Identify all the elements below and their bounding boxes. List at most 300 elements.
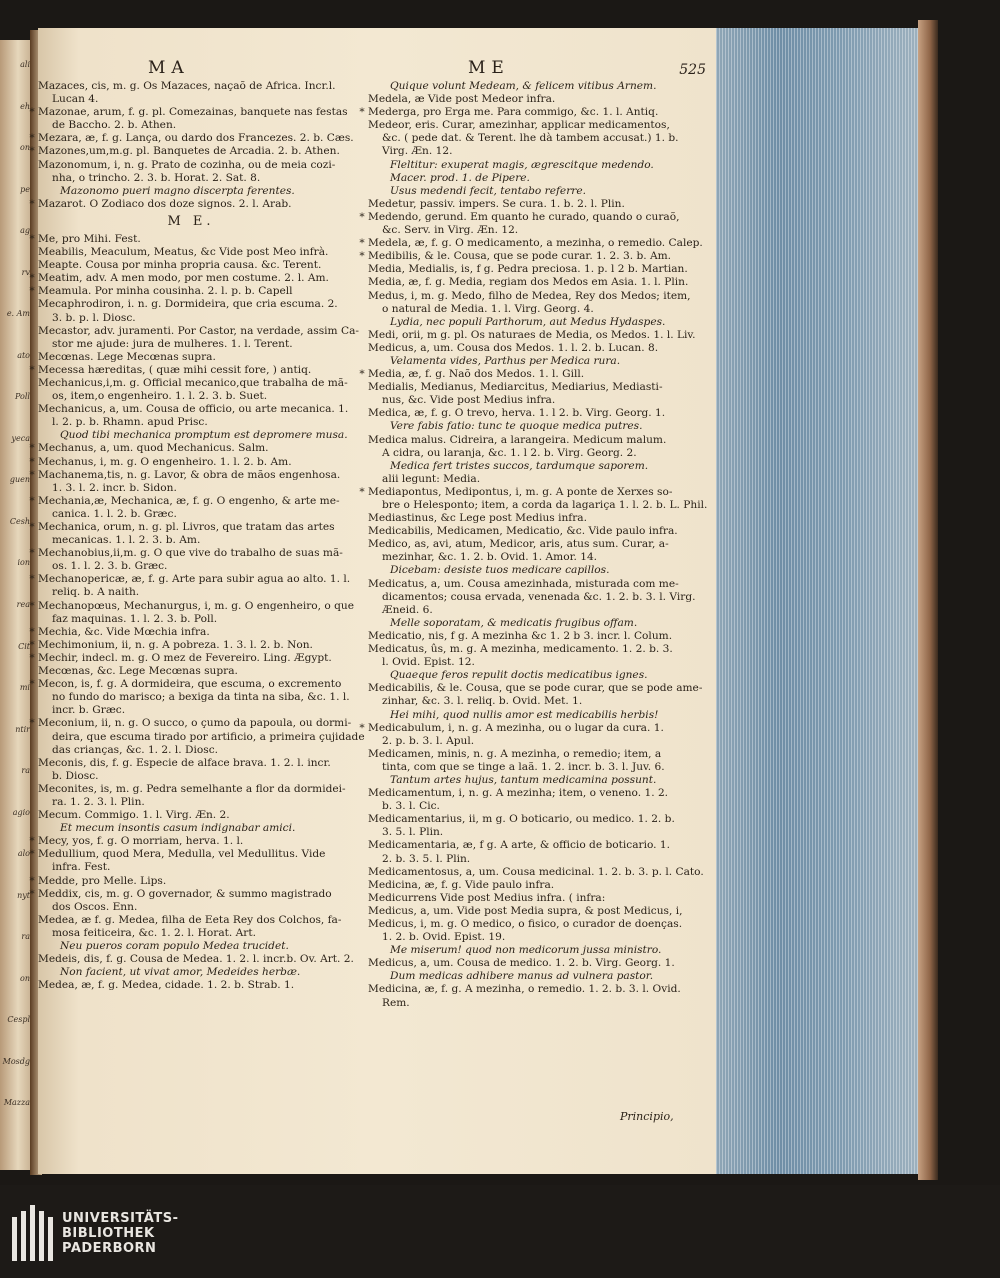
- entry-line: [356, 826, 716, 839]
- entry-text: infra. Fest.: [52, 861, 111, 874]
- entry-text: mosa feiticeira, &c. 1. 2. l. Horat. Art.: [52, 926, 256, 939]
- margin-fragment: Poll: [15, 392, 30, 402]
- entry-line: [356, 447, 716, 460]
- entry-line: [356, 303, 716, 316]
- entry-line: [38, 93, 344, 106]
- entry-line: [38, 744, 344, 757]
- entry-line: [356, 106, 716, 119]
- entry-text: Medde, pro Melle. Lips.: [38, 874, 167, 887]
- entry-line: [29, 547, 344, 560]
- asterisk-marker: *: [29, 625, 35, 638]
- asterisk-marker: *: [359, 368, 365, 381]
- section-heading: [38, 211, 344, 233]
- margin-fragment: rea: [16, 600, 30, 609]
- entry-line: [38, 704, 344, 717]
- margin-fragment: yeca: [11, 433, 30, 443]
- quotation-line: [356, 709, 716, 722]
- asterisk-marker: *: [359, 250, 365, 263]
- entry-text: Medeis, dis, f. g. Cousa de Medea. 1. 2. l. incr.b. Ov. Art. 2.: [38, 953, 354, 966]
- entry-text: tinta, com que se tinge a laã. 1. 2. incr. b. 3. l. Juv. 6.: [382, 760, 665, 773]
- entry-line: [38, 338, 344, 351]
- entry-line: [38, 901, 344, 914]
- entry-text: Medus, i, m. g. Medo, filho de Medea, Rey dos Medos; item,: [368, 289, 691, 302]
- quotation-line: [356, 185, 716, 198]
- entry-text: Medica, æ, f. g. O trevo, herva. 1. l 2. b. Virg. Georg. 1.: [368, 407, 666, 420]
- entry-text: Æneid. 6.: [382, 603, 433, 616]
- entry-text: 2. b. 3. 5. l. Plin.: [382, 852, 471, 865]
- entry-line: [356, 250, 716, 263]
- entry-line: [38, 560, 344, 573]
- entry-text: Medicamentaria, æ, f g. A arte, & officio de boticario. 1.: [368, 839, 671, 852]
- page-number: 525: [679, 62, 706, 78]
- entry-text: Medica malus. Cidreira, a larangeira. Medicum malum.: [368, 433, 667, 446]
- entry-line: [356, 132, 716, 145]
- entry-text: Medicina, æ, f. g. A mezinha, o remedio. 1. 2. b. 3. l. Ovid.: [368, 983, 681, 996]
- entry-line: [356, 983, 716, 996]
- entry-text: Medea, æ f. g. Medea, filha de Eeta Rey dos Colchos, fa-: [38, 913, 342, 926]
- asterisk-marker: *: [359, 210, 365, 223]
- asterisk-marker: *: [29, 678, 35, 691]
- quotation-line: [38, 822, 344, 835]
- entry-text: Mazonae, arum, f. g. pl. Comezainas, banquete nas festas: [38, 106, 348, 119]
- entry-text: Medi, orii, m g. pl. Os naturaes de Media, os Medos. 1. l. Liv.: [368, 328, 696, 341]
- entry-line: [29, 197, 344, 211]
- entry-line: [356, 839, 716, 852]
- entry-text: Medialis, Medianus, Mediarcitus, Mediarius, Mediasti-: [368, 381, 663, 394]
- asterisk-marker: *: [29, 363, 35, 376]
- entry-text: Mecœnas, &c. Lege Mecœnas supra.: [38, 665, 238, 678]
- entry-text: Meapte. Cousa por minha propria causa. &c. Terent.: [38, 259, 322, 272]
- entry-text: Macer. prod. 1. de Pipere.: [390, 171, 530, 184]
- entry-line: [356, 892, 716, 905]
- asterisk-marker: *: [29, 455, 35, 468]
- entry-text: Medicatus, ûs, m. g. A mezinha, medicamento. 1. 2. b. 3.: [368, 643, 673, 656]
- entry-text: Mechanobius,ii,m. g. O que vive do trabalho de suas mã-: [38, 547, 343, 560]
- entry-line: [29, 625, 344, 639]
- entry-text: Mecessa hæreditas, ( quæ mihi cessit fore, ) antiq.: [38, 363, 312, 376]
- entry-text: Mazonomo pueri magno discerpta ferentes.: [60, 184, 295, 197]
- entry-text: Medico, as, avi, atum, Medicor, aris, atus sum. Curar, a-: [368, 538, 669, 551]
- entry-text: Mecœnas. Lege Mecœnas supra.: [38, 350, 216, 363]
- entry-text: Mazaces, cis, m. g. Os Mazaces, naçaõ de Africa. Incr.l.: [38, 80, 336, 92]
- quotation-line: [356, 80, 716, 93]
- entry-text: 3. b. p. l. Diosc.: [52, 311, 136, 324]
- entry-text: no fundo do marisco; a bexiga da tinta na siba, &c. 1. l.: [52, 691, 350, 704]
- entry-text: Meconites, is, m. g. Pedra semelhante a flor da dormidei-: [38, 782, 346, 795]
- entry-line: [38, 246, 344, 259]
- entry-text: Mecastor, adv. juramenti. Por Castor, na verdade, assim Ca-: [38, 324, 359, 337]
- entry-line: [38, 298, 344, 311]
- entry-line: [356, 93, 716, 106]
- entry-line: [356, 512, 716, 525]
- entry-line: [38, 953, 354, 966]
- entry-text: Fleltitur: exuperat magis, ægrescitque medendo.: [390, 158, 654, 171]
- entry-text: Medicabulum, i, n. g. A mezinha, ou o lugar da cura. 1.: [368, 721, 664, 734]
- entry-line: [356, 591, 716, 604]
- margin-fragment: ato: [17, 350, 30, 360]
- quotation-line: [356, 316, 716, 329]
- quotation-line: [38, 429, 348, 442]
- asterisk-marker: *: [29, 573, 35, 586]
- entry-text: Medica fert tristes succos, tardumque saporem.: [390, 459, 649, 472]
- entry-line: [38, 482, 344, 495]
- entry-line: [356, 198, 716, 211]
- entry-line: [356, 525, 716, 538]
- entry-line: [356, 630, 716, 643]
- entry-line: [38, 172, 344, 185]
- entry-text: deira, que escuma tirado por artificio, a primeira çujidade: [52, 730, 365, 743]
- margin-fragment: ra: [21, 766, 30, 776]
- entry-text: M E.: [167, 213, 215, 229]
- entry-text: 1. 2. b. Ovid. Epist. 19.: [382, 931, 506, 944]
- quotation-line: [356, 669, 716, 682]
- entry-text: alii legunt: Media.: [382, 472, 481, 485]
- margin-fragment: ag: [20, 226, 30, 236]
- margin-fragment: Cespl: [7, 1015, 30, 1025]
- margin-fragment: guen: [9, 475, 30, 485]
- entry-line: [356, 119, 716, 132]
- quotation-line: [356, 172, 716, 185]
- entry-text: 2. p. b. 3. l. Apul.: [382, 734, 475, 747]
- entry-text: os, item,o engenheiro. 1. l. 2. 3. b. Suet.: [52, 390, 268, 403]
- asterisk-marker: *: [29, 442, 35, 455]
- entry-text: Quaeque feros repulit doctis medicatibus ignes.: [390, 669, 648, 682]
- entry-line: [29, 573, 351, 586]
- entry-line: [38, 119, 344, 132]
- entry-line: [29, 145, 344, 158]
- entry-text: nus, &c. Vide post Medius infra.: [382, 394, 556, 407]
- entry-text: Hei mihi, quod nullis amor est medicabilis herbis!: [390, 708, 659, 721]
- library-name-line: PADERBORN: [62, 1241, 157, 1256]
- margin-fragment: ali: [20, 60, 30, 69]
- entry-line: [38, 376, 348, 390]
- entry-text: de Baccho. 2. b. Athen.: [52, 119, 177, 132]
- entry-line: [29, 887, 344, 901]
- asterisk-marker: *: [29, 468, 35, 481]
- entry-line: [29, 848, 344, 861]
- entry-text: Meconium, ii, n. g. O succo, o çumo da papoula, ou dormi-: [38, 717, 352, 730]
- entry-line: [356, 866, 716, 879]
- entry-line: [38, 159, 344, 172]
- entry-text: Medicabilis, Medicamen, Medicatio, &c. Vide paulo infra.: [368, 525, 678, 538]
- entry-line: [356, 486, 716, 499]
- entry-text: Me, pro Mihi. Fest.: [38, 232, 141, 245]
- margin-fragment: ntir: [15, 724, 30, 734]
- entry-text: Mechanus, i, m. g. O engenheiro. 1. l. 2. b. Am.: [38, 455, 292, 468]
- entry-text: Dum medicas adhibere manus ad vulnera pastor.: [390, 970, 654, 983]
- entry-text: Meamula. Por minha cousinha. 2. l. p. b. Capell: [38, 285, 293, 298]
- entry-text: Melle soporatam, & medicatis frugibus offam.: [390, 616, 638, 629]
- quotation-line: [356, 420, 716, 433]
- entry-text: Medicabilis, & le. Cousa, que se pode curar, que se pode ame-: [368, 682, 703, 695]
- margin-fragment: rv: [21, 267, 30, 277]
- entry-line: [38, 324, 359, 338]
- asterisk-marker: *: [29, 494, 35, 507]
- entry-text: reliq. b. A naith.: [52, 586, 140, 599]
- entry-line: [29, 468, 344, 482]
- dictionary-page: [29, 28, 718, 1174]
- entry-text: Rem.: [382, 996, 410, 1009]
- entry-line: [38, 586, 344, 599]
- entry-line: [38, 390, 344, 403]
- entry-text: Mechanopericæ, æ, f. g. Arte para subir agua ao alto. 1. l.: [38, 573, 351, 586]
- margin-fragment: Mazza: [3, 1098, 30, 1108]
- entry-text: Mecum. Commigo. 1. l. Virg. Æn. 2.: [38, 809, 230, 822]
- left-running-header: MA: [148, 58, 190, 78]
- entry-text: Meabilis, Meaculum, Meatus, &c Vide post Meo infrà.: [38, 246, 329, 259]
- catchword: Principio,: [620, 1110, 674, 1123]
- entry-line: [356, 604, 716, 617]
- entry-text: o natural de Media. 1. l. Virg. Georg. 4.: [382, 302, 594, 315]
- library-logo-icon: [8, 1197, 58, 1267]
- asterisk-marker: *: [29, 848, 35, 861]
- entry-text: Medicus, a, um. Vide post Media supra, & post Medicus, i,: [368, 904, 683, 917]
- entry-text: Mezara, æ, f. g. Lança, ou dardo dos Francezes. 2. b. Cæs.: [38, 132, 354, 145]
- quotation-line: [356, 159, 716, 172]
- entry-text: Vere fabis fatio: tunc te quoque medica putres.: [390, 420, 643, 433]
- library-name-line: UNIVERSITÄTS-: [62, 1211, 179, 1226]
- entry-line: [356, 329, 716, 342]
- entry-text: Medela, æ Vide post Medeor infra.: [368, 93, 556, 106]
- entry-line: [356, 748, 716, 761]
- entry-text: Mechimonium, ii, n. g. A pobreza. 1. 3. l. 2. b. Non.: [38, 638, 313, 651]
- entry-text: Medendo, gerund. Em quanto he curado, quando o curaõ,: [368, 210, 680, 223]
- entry-line: [38, 613, 344, 626]
- entry-line: [38, 665, 344, 678]
- entry-line: [38, 259, 344, 272]
- margin-fragment: Mosdg: [2, 1056, 30, 1066]
- entry-text: Medicamentosus, a, um. Cousa medicinal. 1. 2. b. 3. p. l. Cato.: [368, 865, 704, 878]
- entry-text: l. 2. p. b. Rhamn. apud Prisc.: [52, 416, 208, 429]
- entry-text: das crianças, &c. 1. 2. l. Diosc.: [52, 743, 219, 756]
- right-running-header: ME: [468, 58, 510, 78]
- asterisk-marker: *: [29, 638, 35, 651]
- entry-text: mecanicas. 1. l. 2. 3. b. Am.: [52, 534, 201, 547]
- entry-text: Velamenta vides, Parthus per Medica rura.: [390, 354, 621, 367]
- entry-text: stor me ajude: jura de mulheres. 1. l. Terent.: [52, 337, 293, 350]
- asterisk-marker: *: [359, 721, 365, 734]
- asterisk-marker: *: [29, 285, 35, 298]
- entry-line: [38, 416, 344, 429]
- entry-line: [38, 979, 344, 992]
- entry-text: Mazones,um,m.g. pl. Banquetes de Arcadia. 2. b. Athen.: [38, 145, 340, 158]
- right-column: [356, 80, 716, 1010]
- entry-text: Medicamentarius, ii, m g. O boticario, ou medico. 1. 2. b.: [368, 813, 675, 826]
- entry-line: [38, 691, 350, 704]
- quotation-line: [356, 774, 716, 787]
- entry-line: [356, 853, 716, 866]
- entry-line: [29, 455, 344, 469]
- entry-line: [29, 106, 348, 119]
- entry-line: [29, 599, 355, 613]
- entry-line: [38, 770, 344, 783]
- entry-line: [38, 861, 344, 874]
- entry-text: l. Ovid. Epist. 12.: [382, 656, 475, 669]
- entry-text: dicamentos; cousa ervada, venenada &c. 1. 2. b. 3. l. Virg.: [382, 590, 696, 603]
- entry-line: [356, 394, 716, 407]
- entry-text: Neu pueros coram populo Medea trucidet.: [60, 940, 289, 952]
- entry-line: [38, 534, 344, 547]
- entry-text: Mechanica, orum, n. g. pl. Livros, que tratam das artes: [38, 521, 335, 533]
- entry-text: Mechania,æ, Mechanica, æ, f. g. O engenho, & arte me-: [38, 494, 340, 507]
- asterisk-marker: *: [29, 145, 35, 158]
- asterisk-marker: *: [359, 237, 365, 250]
- entry-text: Medibilis, & le. Cousa, que se pode curar. 1. 2. 3. b. Am.: [368, 250, 672, 263]
- margin-fragment: nyt: [17, 890, 30, 900]
- entry-line: [356, 656, 716, 669]
- entry-line: [29, 285, 344, 298]
- entry-line: [356, 787, 716, 800]
- margin-fragment: pe: [20, 184, 30, 194]
- asterisk-marker: *: [29, 599, 35, 612]
- asterisk-marker: *: [29, 106, 35, 119]
- entry-line: [38, 80, 344, 93]
- asterisk-marker: *: [29, 835, 35, 848]
- entry-line: [356, 931, 716, 944]
- entry-text: b. 3. l. Cic.: [382, 800, 440, 813]
- entry-text: Quod tibi mechanica promptum est depromere musa.: [60, 429, 348, 442]
- asterisk-marker: *: [359, 485, 365, 498]
- entry-line: [356, 407, 716, 420]
- entry-line: [29, 442, 344, 455]
- entry-line: [29, 363, 344, 377]
- entry-text: Machanema,tis, n. g. Lavor, & obra de mãos engenhosa.: [38, 468, 341, 481]
- book-cover-edge: [918, 20, 938, 1180]
- entry-text: bre o Helesponto; item, a corda da lagariça 1. l. 2. b. L. Phil.: [382, 499, 708, 511]
- margin-fragment: mi: [19, 683, 30, 693]
- entry-text: incr. b. Græc.: [52, 704, 126, 717]
- entry-line: [38, 730, 365, 744]
- margin-fragment: on: [20, 973, 30, 983]
- entry-text: Medicus, a, um. Cousa de medico. 1. 2. b. Virg. Georg. 1.: [368, 957, 675, 970]
- entry-line: [356, 997, 716, 1010]
- entry-text: Quique volunt Medeam, & felicem vitibus Arnem.: [390, 80, 657, 92]
- entry-text: Medicamentum, i, n. g. A mezinha; item, o veneno. 1. 2.: [368, 787, 669, 800]
- entry-line: [356, 735, 716, 748]
- entry-text: Medela, æ, f. g. O medicamento, a mezinha, o remedio. Calep.: [368, 237, 703, 250]
- asterisk-marker: *: [359, 106, 365, 119]
- entry-text: Medicamen, minis, n. g. A mezinha, o remedio; item, a: [368, 747, 662, 760]
- entry-line: [29, 678, 344, 691]
- entry-line: [356, 237, 716, 250]
- entry-text: Meatim, adv. A men modo, por men costume. 2. l. Am.: [38, 272, 329, 285]
- entry-text: Mecaphrodiron, i. n. g. Dormideira, que cria escuma. 2.: [38, 298, 338, 311]
- entry-text: Mederga, pro Erga me. Para commigo, &c. 1. l. Antiq.: [368, 106, 659, 119]
- asterisk-marker: *: [29, 547, 35, 560]
- entry-line: [29, 638, 344, 652]
- entry-line: [29, 132, 354, 145]
- entry-text: Mediapontus, Medipontus, i, m. g. A ponte de Xerxes so-: [368, 485, 673, 498]
- entry-line: [29, 272, 344, 285]
- entry-text: Medeor, eris. Curar, amezinhar, applicar medicamentos,: [368, 119, 670, 132]
- entry-line: [356, 722, 716, 735]
- quotation-line: [356, 617, 716, 630]
- entry-text: ra. 1. 2. 3. l. Plin.: [52, 795, 145, 808]
- entry-line: [38, 809, 344, 822]
- margin-fragment: e. Am: [6, 309, 30, 319]
- margin-fragment: agio: [12, 807, 30, 817]
- entry-text: Lydia, nec populi Parthorum, aut Medus Hydaspes.: [390, 315, 666, 328]
- quotation-line: [356, 970, 716, 983]
- entry-text: Et mecum insontis casum indignabar amici.: [60, 822, 296, 835]
- entry-line: [29, 494, 344, 508]
- entry-text: faz maquinas. 1. l. 2. 3. b. Poll.: [52, 612, 218, 625]
- entry-text: Mazonomum, i, n. g. Prato de cozinha, ou de meia cozi-: [38, 158, 336, 171]
- entry-line: [38, 757, 344, 770]
- entry-line: [356, 761, 716, 774]
- entry-text: Medicatus, a, um. Cousa amezinhada, misturada com me-: [368, 577, 679, 590]
- entry-line: [356, 682, 716, 695]
- entry-text: Mechanicus, a, um. Cousa de officio, ou arte mecanica. 1.: [38, 403, 349, 416]
- entry-text: Dicebam: desiste tuos medicare capillos.: [390, 564, 610, 577]
- entry-line: [356, 643, 716, 656]
- entry-line: [29, 232, 344, 246]
- entry-text: 3. 5. l. Plin.: [382, 826, 444, 839]
- entry-text: b. Diosc.: [52, 769, 99, 782]
- quotation-line: [38, 185, 344, 198]
- entry-line: [29, 874, 344, 888]
- entry-line: [356, 473, 716, 486]
- entry-text: Media, æ, f. g. Naõ dos Medos. 1. l. Gill.: [368, 368, 585, 381]
- entry-text: Non facient, ut vivat amor, Medeides herbæ.: [60, 966, 301, 979]
- entry-text: 1. 3. l. 2. incr. b. Sidon.: [52, 481, 177, 494]
- entry-text: Medicurrens Vide post Medius infra. ( infra:: [368, 891, 606, 904]
- margin-fragment: Cit: [18, 641, 30, 651]
- entry-line: [356, 813, 716, 826]
- entry-text: Tantum artes hujus, tantum medicamina possunt.: [390, 773, 657, 786]
- entry-text: mezinhar, &c. 1. 2. b. Ovid. 1. Amor. 14.: [382, 551, 598, 564]
- entry-text: os. 1. l. 2. 3. b. Græc.: [52, 560, 168, 573]
- entry-text: Virg. Æn. 12.: [382, 145, 453, 158]
- margin-fragment: ion: [17, 558, 30, 568]
- asterisk-marker: *: [29, 272, 35, 285]
- entry-line: [356, 957, 716, 970]
- asterisk-marker: *: [29, 232, 35, 245]
- entry-line: [356, 499, 716, 512]
- entry-line: [38, 403, 349, 416]
- asterisk-marker: *: [29, 521, 35, 533]
- library-name-line: BIBLIOTHEK: [62, 1226, 155, 1241]
- entry-text: Mechanicus,i,m. g. Official mecanico,que trabalha de mã-: [38, 376, 348, 389]
- entry-line: [356, 918, 716, 931]
- entry-line: [38, 796, 344, 809]
- entry-text: Medicatio, nis, f g. A mezinha &c 1. 2 b 3. incr. l. Colum.: [368, 629, 673, 642]
- entry-text: Mazarot. O Zodiaco dos doze signos. 2. l. Arab.: [38, 197, 292, 210]
- entry-line: [356, 368, 716, 381]
- margin-fragment: alo: [17, 849, 30, 859]
- entry-text: Medullium, quod Mera, Medulla, vel Medullitus. Vide: [38, 848, 326, 861]
- entry-text: dos Oscos. Enn.: [52, 900, 138, 913]
- entry-text: Medetur, passiv. impers. Se cura. 1. b. 2. l. Plin.: [368, 197, 625, 210]
- quotation-line: [356, 355, 716, 368]
- entry-line: [38, 783, 344, 796]
- entry-line: [29, 717, 352, 730]
- entry-text: nha, o trincho. 2. 3. b. Horat. 2. Sat. 8.: [52, 171, 261, 184]
- asterisk-marker: *: [29, 887, 35, 900]
- entry-text: Usus medendi fecit, tentabo referre.: [390, 184, 586, 197]
- entry-line: [356, 224, 716, 237]
- margin-fragment: Cesh: [9, 516, 30, 526]
- entry-line: [38, 351, 344, 364]
- margin-fragment: ra: [21, 932, 30, 942]
- entry-text: Medicus, a, um. Cousa dos Medos. 1. l. 2. b. Lucan. 8.: [368, 341, 659, 354]
- entry-line: [356, 434, 716, 447]
- entry-line: [38, 508, 344, 521]
- entry-line: [356, 381, 716, 394]
- margin-fragment: on: [20, 143, 30, 153]
- library-name: [62, 1211, 178, 1256]
- asterisk-marker: *: [29, 717, 35, 730]
